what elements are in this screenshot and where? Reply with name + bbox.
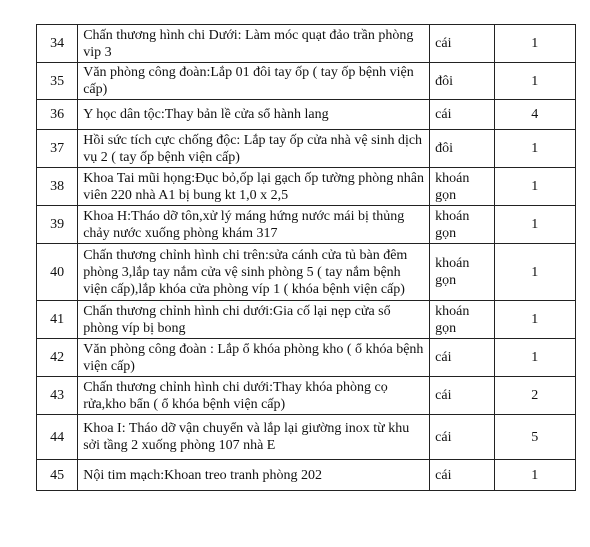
item-quantity: 1 — [494, 301, 575, 339]
item-quantity: 1 — [494, 339, 575, 377]
row-number: 34 — [37, 25, 78, 63]
item-unit: đôi — [430, 130, 494, 168]
item-unit: cái — [430, 377, 494, 415]
row-number: 38 — [37, 168, 78, 206]
table-row — [37, 460, 576, 491]
table-row — [37, 301, 576, 339]
row-number: 45 — [37, 460, 78, 491]
table-row — [37, 25, 576, 63]
item-quantity: 1 — [494, 63, 575, 100]
item-unit: khoán gọn — [430, 206, 494, 244]
item-unit: khoán gọn — [430, 244, 494, 301]
table-row — [37, 244, 576, 301]
item-unit: cái — [430, 415, 494, 460]
item-quantity: 1 — [494, 168, 575, 206]
item-quantity: 1 — [494, 130, 575, 168]
item-quantity: 2 — [494, 377, 575, 415]
item-unit: khoán gọn — [430, 168, 494, 206]
row-number: 37 — [37, 130, 78, 168]
row-number: 39 — [37, 206, 78, 244]
item-description: Chấn thương chỉnh hình chi dưới:Gia cố lại nẹp cửa sổ phòng víp bị bong — [78, 301, 430, 339]
item-description: Nội tim mạch:Khoan treo tranh phòng 202 — [78, 460, 430, 491]
item-unit: đôi — [430, 63, 494, 100]
table-row — [37, 206, 576, 244]
item-description: Khoa H:Tháo dỡ tôn,xử lý máng hứng nước mái bị thủng chảy nước xuống phòng khám 317 — [78, 206, 430, 244]
table-row — [37, 339, 576, 377]
item-quantity: 1 — [494, 244, 575, 301]
item-description: Chấn thương chỉnh hình chi trên:sửa cánh cửa tủ bàn đêm phòng 3,lắp tay nắm cửa vệ sinh phòng 5 ( tay nắm bệnh viện cấp),lắp khóa cửa phòng víp 1 ( khóa bệnh viện cấp) — [78, 244, 430, 301]
item-description: Văn phòng công đoàn : Lắp ổ khóa phòng kho ( ổ khóa bệnh viện cấp) — [78, 339, 430, 377]
item-description: Chấn thương chỉnh hình chi dưới:Thay khóa phòng cọ rửa,kho bẩn ( ổ khóa bệnh viện cấp) — [78, 377, 430, 415]
item-description: Y học dân tộc:Thay bản lề cửa sổ hành lang — [78, 100, 430, 130]
table-row — [37, 100, 576, 130]
item-unit: cái — [430, 460, 494, 491]
work-items-table — [36, 24, 576, 491]
row-number: 41 — [37, 301, 78, 339]
item-quantity: 5 — [494, 415, 575, 460]
item-description: Chấn thương hình chi Dưới: Làm móc quạt đảo trần phòng vip 3 — [78, 25, 430, 63]
item-quantity: 1 — [494, 460, 575, 491]
table-row — [37, 415, 576, 460]
table-row — [37, 168, 576, 206]
table-row — [37, 63, 576, 100]
item-unit: cái — [430, 100, 494, 130]
item-unit: cái — [430, 339, 494, 377]
row-number: 35 — [37, 63, 78, 100]
item-unit: cái — [430, 25, 494, 63]
row-number: 36 — [37, 100, 78, 130]
item-unit: khoán gọn — [430, 301, 494, 339]
item-description: Khoa I: Tháo dỡ vận chuyển và lắp lại giường inox từ khu sởi tầng 2 xuống phòng 107 nhà E — [78, 415, 430, 460]
table-row — [37, 130, 576, 168]
table-row — [37, 377, 576, 415]
item-description: Khoa Tai mũi họng:Đục bỏ,ốp lại gạch ốp tường phòng nhân viên 220 nhà A1 bị bung kt 1,0 x 2,5 — [78, 168, 430, 206]
row-number: 43 — [37, 377, 78, 415]
item-quantity: 1 — [494, 206, 575, 244]
row-number: 42 — [37, 339, 78, 377]
item-quantity: 4 — [494, 100, 575, 130]
item-quantity: 1 — [494, 25, 575, 63]
item-description: Hồi sức tích cực chống độc: Lắp tay ốp cửa nhà vệ sinh dịch vụ 2 ( tay ốp bệnh viện cấp) — [78, 130, 430, 168]
item-description: Văn phòng công đoàn:Lắp 01 đôi tay ốp ( tay ốp bệnh viện cấp) — [78, 63, 430, 100]
row-number: 40 — [37, 244, 78, 301]
row-number: 44 — [37, 415, 78, 460]
